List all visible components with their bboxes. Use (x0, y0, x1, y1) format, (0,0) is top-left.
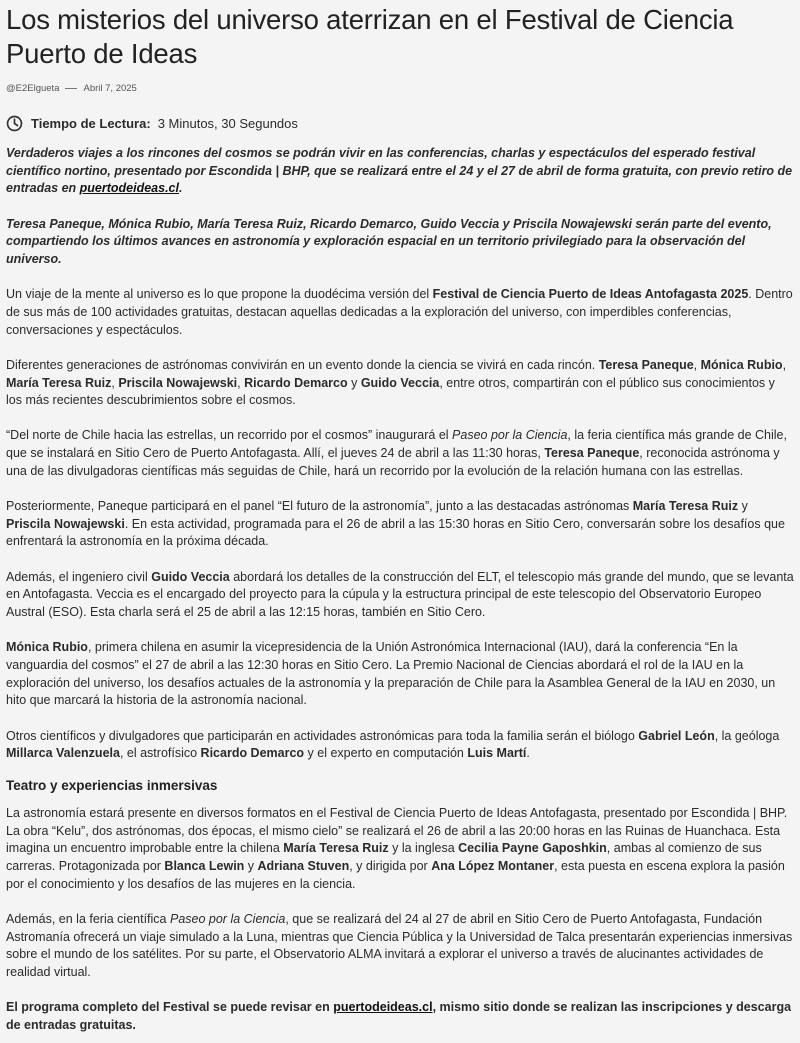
puertodeideas-link[interactable]: puertodeideas.cl (79, 181, 179, 196)
reading-time (6, 115, 794, 132)
body-paragraph: “Del norte de Chile hacia las estrellas, un recorrido por el cosmos” inaugurará el Paseo por la Ciencia, la feria científica más grande de Chile, que se instalará en Sitio Cero de Puerto Antofagasta. Allí, el jueves 24 de abril a las 11:30 horas, Teresa Paneque, reconocida astrónoma y una de las divulgadoras científicas más seguidas de Chile, hará un recorrido por la evolución de la relación humana con las estrellas. (6, 428, 787, 478)
body-paragraph: Además, en la feria científica Paseo por la Ciencia, que se realizará del 24 al 27 de abril en Sitio Cero de Puerto Antofagasta, Fundación Astromanía ofrecerá un viaje simulado a la Luna, mientras que Ciencia Pública y la Universidad de Talca presentarán experiencias inmersivas sobre el mundo de los satélites. Por su parte, el Observatorio ALMA invitará a explorar el universo a través de alucinantes actividades de realidad virtual. (6, 912, 793, 980)
publish-date: Abril 7, 2025 (83, 83, 137, 94)
article-title: Los misterios del universo aterrizan en el Festival de Ciencia Puerto de Ideas (6, 4, 734, 69)
body-paragraph: Posteriormente, Paneque participará en el panel “El futuro de la astronomía”, junto a las destacadas astrónomas María Teresa Ruiz y Priscila Nowajewski. En esta actividad, programada para el 26 de abril a las 15:30 horas en Sitio Cero, conversarán sobre los desafíos que enfrentará la astronomía en la próxima década. (6, 499, 785, 549)
meta-separator (65, 88, 77, 89)
clock-icon (6, 115, 23, 132)
festival-name: Festival de Ciencia Puerto de Ideas Antofagasta 2025 (432, 287, 749, 302)
article-meta (6, 83, 794, 94)
lead-paragraph-1 (6, 145, 794, 198)
puertodeideas-link[interactable]: puertodeideas.cl (333, 1000, 433, 1015)
lead-paragraph-2: Teresa Paneque, Mónica Rubio, María Teresa Ruiz, Ricardo Demarco, Guido Veccia y Priscila Nowajewski serán parte del evento, compartiendo los últimos avances en astronomía y exploración espacial en un territorio privilegiado para la observación del universo. (6, 216, 772, 267)
body-paragraph: Un viaje de la mente al universo es lo que propone la duodécima versión del Festival de Ciencia Puerto de Ideas Antofagasta 2025. Dentro de sus más de 100 actividades gratuitas, destacan aquellas dedicadas a la exploración del universo, con imperdibles conferencias, conversaciones y espectáculos. (6, 287, 793, 337)
body-paragraph: La astronomía estará presente en diversos formatos en el Festival de Ciencia Puerto de Ideas Antofagasta, presentado por Escondida | BHP. La obra “Kelu”, dos astrónomas, dos épocas, el mismo cielo” se realizará el 26 de abril a las 20:00 horas en las Ruinas de Huanchaca. Esta imagina un encuentro improbable entre la chilena María Teresa Ruiz y la inglesa Cecilia Payne Gaposhkin, ambas al comienzo de sus carreras. Protagonizada por Blanca Lewin y Adriana Stuven, y dirigida por Ana López Montaner, esta puesta en escena explora la pasión por el conocimiento y los desafíos de las mujeres en la ciencia. (6, 805, 788, 891)
author-name[interactable]: @E2Elgueta (6, 83, 60, 94)
body-paragraph: Además, el ingeniero civil Guido Veccia abordará los detalles de la construcción del ELT, el telescopio más grande del mundo, que se levanta en Antofagasta. Veccia es el encargado del proyecto para la cúpula y la estructura principal de este telescopio del Observatorio Europeo Austral (ESO). Esta charla será el 25 de abril a las 12:15 horas, también en Sitio Cero. (6, 569, 794, 620)
reading-time-value: 3 Minutos, 30 Segundos (157, 116, 298, 131)
lead-text-end: . (178, 181, 183, 196)
lead-text: Verdaderos viajes a los rincones del cosmos se podrán vivir en las conferencias, charlas y espectáculos del esperado festival científico nortino, presentado por Escondida | BHP, que se realizará entre el 24 y el 27 de abril de forma gratuita, con previo retiro de entradas en (6, 146, 793, 196)
body-paragraph: Diferentes generaciones de astrónomas convivirán en un evento donde la ciencia se vivirá en cada rincón. Teresa Paneque, Mónica Rubio, María Teresa Ruiz, Priscila Nowajewski, Ricardo Demarco y Guido Veccia, entre otros, compartirán con el público sus conocimientos y los más recientes descubrimientos sobre el cosmos. (6, 357, 787, 408)
closing-paragraph: El programa completo del Festival se puede revisar en puertodeideas.cl, mismo sitio donde se realizan las inscripciones y descarga de entradas gratuitas. (6, 1000, 792, 1033)
body-paragraph: Mónica Rubio, primera chilena en asumir la vicepresidencia de la Unión Astronómica Internacional (IAU), dará la conferencia “En la vanguardia del cosmos” el 27 de abril a las 12:30 horas en Sitio Cero. La Premio Nacional de Ciencias abordará el rol de la IAU en la exploración del universo, los desafíos actuales de la astronomía y la preparación de Chile para la Asamblea General de la IAU en 2030, un hito que marcará la historia de la astronomía nacional. (6, 640, 776, 708)
section-heading: Teatro y experiencias inmersivas (6, 777, 218, 793)
body-paragraph: Otros científicos y divulgadores que participarán en actividades astronómicas para toda la familia serán el biólogo Gabriel León, la geóloga Millarca Valenzuela, el astrofísico Ricardo Demarco y el experto en computación Luis Martí. (6, 728, 780, 761)
reading-time-label: Tiempo de Lectura: (31, 116, 151, 131)
